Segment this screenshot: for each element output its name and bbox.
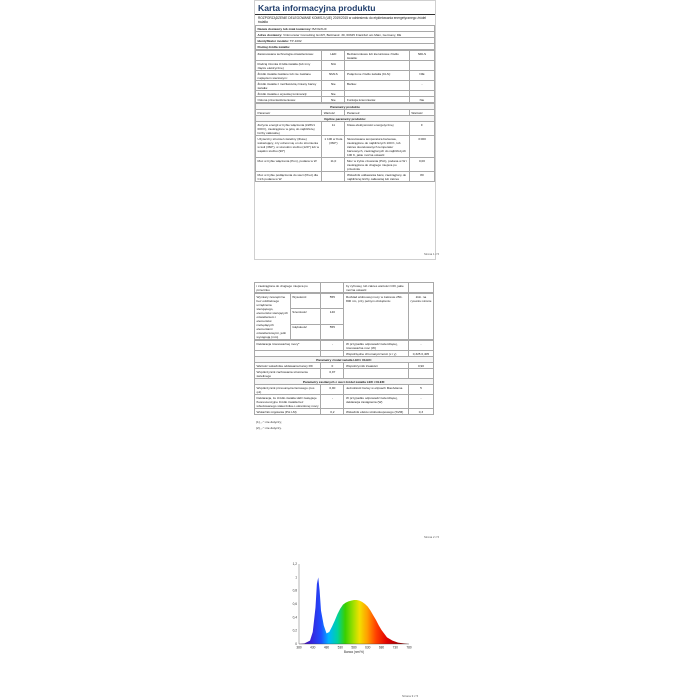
table-cell [409, 61, 434, 71]
table-cell: F [409, 122, 434, 136]
table-cell: Nie [322, 81, 345, 91]
table-row [256, 172, 435, 182]
table-cell: Skorelowana temperatura barwowa, zaokrąglone do najbliższych 100 K, lub zakres skorelowanych temperatur barwowych, zaokrąglonych do najbliższych 100 K, jakie można ustawić [345, 136, 409, 158]
spectrum-area [299, 577, 409, 644]
col-param-2: Parametr [345, 110, 409, 116]
page-number: Strona 3 z 5 [402, 694, 419, 698]
table-row [255, 395, 434, 409]
page-number: Strona 1 z 5 [424, 252, 440, 256]
spectrum-svg [283, 558, 415, 658]
table-row [256, 81, 435, 91]
table-cell: 0,2 [321, 409, 344, 415]
light-source-type-table [255, 50, 435, 103]
y-tick-label: 0 [295, 642, 297, 646]
table-cell: Głębokość [290, 324, 320, 339]
table-cell: Szerokość [290, 309, 320, 324]
row-label: Nazwa dostawcy lub znak towarowy: [257, 26, 312, 31]
table-cell: Zob. na rysunku stronie [408, 294, 433, 340]
table-row [256, 71, 435, 81]
table-cell [408, 369, 433, 379]
table-cell: Wartość wskaźnika oddawania barwy R9 [255, 363, 321, 369]
table-cell: Zastosowana technologia oświetleniowa: [256, 51, 322, 61]
table-cell: 3 000 [409, 136, 434, 158]
table-cell: 1 100 w Kula (360°) [322, 136, 345, 158]
col-param-1: Parametr [256, 110, 322, 116]
table-cell: 0,3 [408, 409, 433, 415]
table-cell: W przypadku odpowiedzi twierdzącej, deklaracja zastąpienia (W) [344, 395, 408, 409]
regulation-text: ROZPORZĄDZENIE DELEGOWANE KOMISJI (UE) 2019/2015 w odniesieniu do etykietowania energetycznego źródeł światła [258, 16, 427, 25]
table-cell: Źródło światła o wysokiej luminancji: [256, 91, 322, 97]
table-cell: 5 [408, 385, 433, 395]
x-tick-label: 580 [351, 645, 357, 650]
table-cell: Współczynnik zachowania strumienia świetlnego [255, 369, 321, 379]
table-cell [345, 61, 409, 71]
table-cell: 11 [322, 122, 345, 136]
x-tick-label: 480 [323, 645, 330, 650]
table-row [256, 136, 435, 158]
table-cell: - [321, 341, 344, 351]
row-value: BAYEXLIF [312, 26, 327, 31]
table-cell [321, 283, 344, 293]
table-cell: Moc w trybie włączenia (Pon), podana w W [256, 158, 322, 172]
table-cell: 0,90 [321, 385, 344, 395]
table-cell: Rodzaj trzonka źródła światła (lub inny złącze elektryczne) [256, 61, 322, 71]
table-cell [256, 44, 435, 50]
table-cell: NIE [409, 71, 434, 81]
table-cell: 0,97 [321, 369, 344, 379]
x-tick-label: 380 [296, 645, 302, 650]
y-tick-label: 1,2 [292, 562, 297, 566]
page-title: Karta informacyjna produktu [255, 1, 435, 15]
table-cell: 555 [321, 324, 344, 339]
table-cell: Klasa efektywności energetycznej [345, 122, 409, 136]
x-axis-label: Barwa (nm/%) [343, 650, 365, 654]
table-row [255, 385, 434, 395]
table-cell: Źródło światła z możliwością zmiany barwy światła: [256, 81, 322, 91]
table-cell: Deklaracja, że źródło światła LED zastępuje fluorescencyjne źródło światła bez wbudowanego statecznika o określonej mocy [255, 395, 321, 409]
continued-table [254, 282, 434, 293]
row-value: TP-1002 [289, 38, 302, 43]
table-cell: Nie [409, 97, 434, 103]
y-tick-label: 0,4 [292, 615, 297, 620]
document-page-1 [254, 0, 436, 260]
table-row [255, 409, 434, 415]
footnote-1: (1) „-": nie dotyczy; [256, 420, 282, 424]
table-cell: Wysokość [290, 294, 320, 309]
table-row [255, 341, 434, 351]
table-cell [408, 283, 433, 293]
x-tick-label: 680 [378, 645, 385, 650]
y-tick-label: 1 [295, 575, 297, 580]
row-value: Vintmunster Consulting GmbH, Bettinastr. 30, 60325 Frankfurt am Main, Germany, DE [283, 32, 402, 37]
x-tick-label: 630 [365, 645, 371, 650]
table-cell: by cyfrowej, lub zakres wartości CRI, jakie można ustawić [344, 283, 408, 293]
row-label: Rodzaj źródła światła: [257, 44, 290, 49]
table-cell [322, 172, 345, 182]
page-number: Strona 2 z 5 [424, 535, 440, 539]
spectral-distribution-chart [283, 558, 415, 658]
table-cell: Zużycie energii w trybie włączenia (kWh/1 000 h), zaokrąglone w górę do najbliższej liczby całkowitej [256, 122, 322, 136]
table-cell: 0,90 [408, 363, 433, 369]
table-cell: Bezkierunkowe lub kierunkowe źródło światła: [345, 51, 409, 61]
table-cell: Deklaracja równoważnej mocy* [255, 341, 321, 351]
claims-table [254, 340, 434, 415]
x-tick-label: 730 [392, 645, 398, 650]
general-header: Ogólne parametry produktu: [256, 116, 435, 122]
led-header: Parametry źródeł światła LED i OLED: [255, 357, 434, 363]
table-cell: Wskaźnik efektu stroboskopowego (SVM) [344, 409, 408, 415]
table-cell: 80 [409, 172, 434, 182]
table-cell: Wymiary zewnętrzne bez oddzielnego urządzenia sterującego, elementów sterujących oświetleniem i elementów niebędących elementami oświetleniowymi, jeśli występują (mm) [255, 294, 291, 340]
y-tick-label: 0,8 [292, 588, 297, 593]
table-cell: Osłona przeciwolśnieniowa: [256, 97, 322, 103]
table-cell: Moc w trybie podłączenia do sieci (Pnet) dla CLS podana w W [256, 172, 322, 182]
supplier-table [255, 25, 435, 50]
table-cell: 555 [321, 294, 344, 309]
product-parameters-table [255, 103, 435, 182]
y-tick-label: 0,2 [292, 628, 297, 633]
document-page-2 [254, 282, 434, 540]
table-cell: 140 [321, 309, 344, 324]
table-cell: Użyteczny strumień świetlny (Φuse) wskazujący, czy odnosi się on do strumienia w kuli (360°), w szerokim stożku (120°) lub w wąskim stożku (90°) [256, 136, 322, 158]
table-cell: 0,325 0,405 [408, 351, 433, 357]
table-cell: Współrzędne chromatyczności (x i y) [344, 351, 408, 357]
mains-header: Parametry zasilanych z sieci źródeł światła LED i OLED: [255, 379, 434, 385]
table-cell: Nie [322, 97, 345, 103]
table-cell: Funkcja ściemniania: [345, 97, 409, 103]
footnote-2: (2) „-": nie dotyczy. [256, 426, 282, 430]
table-cell: Nie [322, 91, 345, 97]
parameters-header: Parametry produktu [256, 104, 435, 110]
table-cell: Współczynnik trwałości [344, 363, 408, 369]
table-cell: Połączone źródło światła (CLS): [345, 71, 409, 81]
col-value-2: Wartość [409, 110, 434, 116]
table-cell: Wskaźnik migotania (Pst LM) [255, 409, 321, 415]
table-row [255, 369, 434, 379]
table-row [256, 51, 435, 61]
table-cell: Rozkład widmowej mocy w zakresie 250-800 nm, przy pełnym obciążeniu [344, 294, 408, 340]
table-cell: Źródło światła zasilane lub nie zasilane napięciem sieciowym: [256, 71, 322, 81]
dimensions-table [254, 293, 434, 340]
table-cell: 11,0 [322, 158, 345, 172]
table-cell: W przypadku odpowiedzi twierdzącej, równoważna moc (W) [344, 341, 408, 351]
table-cell: NMLS [322, 71, 345, 81]
table-cell: Bańka: [345, 81, 409, 91]
table-cell: - [321, 395, 344, 409]
table-cell: Współczynnik przesunięcia fazowego (cos φ1) [255, 385, 321, 395]
col-value-1: Wartość [322, 110, 345, 116]
table-cell: 0,00 [409, 158, 434, 172]
table-row [255, 283, 434, 293]
footnotes [254, 415, 434, 435]
table-cell: N/A [322, 61, 345, 71]
table-cell: Jednolitość barwy w elipsach MacAdama [344, 385, 408, 395]
table-cell: Wskaźnik oddawania barw, zaokrąglony do najbliższej liczby całkowitej lub zakres [345, 172, 409, 182]
table-cell: - [409, 81, 434, 91]
x-tick-label: 430 [310, 645, 316, 650]
table-cell: NDLS [409, 51, 434, 61]
table-row [255, 294, 434, 309]
table-row [256, 61, 435, 71]
row-label: Adres dostawcy: [257, 32, 283, 37]
table-cell [344, 369, 408, 379]
table-cell: Moc w trybie czuwania (Psb), podana w W i zaokrąglona do drugiego miejsca po przecinku [345, 158, 409, 172]
table-cell: 0 [321, 363, 344, 369]
row-label: Identyfikator modelu: [257, 38, 289, 43]
table-cell: - [408, 395, 433, 409]
table-row [256, 97, 435, 103]
y-tick-label: 0,6 [292, 602, 297, 606]
x-tick-label: 780 [406, 645, 412, 650]
x-tick-label: 530 [337, 645, 343, 650]
table-cell: - [408, 341, 433, 351]
table-row [256, 158, 435, 172]
table-cell: i zaokrąglona do drugiego miejsca po przecinku [255, 283, 321, 293]
table-row [256, 122, 435, 136]
table-cell: LED [322, 51, 345, 61]
table-row [256, 44, 435, 50]
